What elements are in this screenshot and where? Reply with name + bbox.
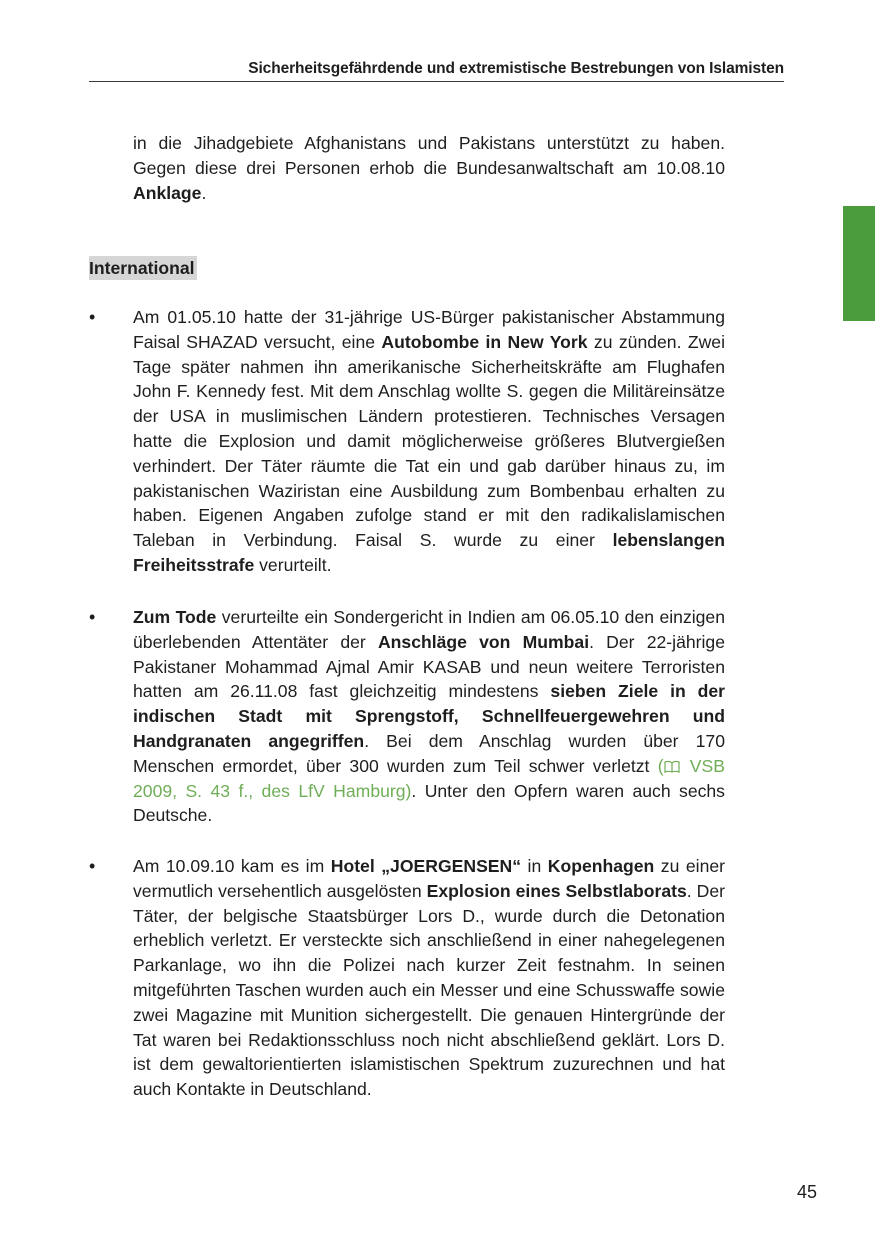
- item-text: . Unter den Opfern waren auch sechs Deutsche.: [133, 780, 725, 826]
- chapter-tab-marker: [843, 206, 875, 321]
- item-bold: Kopenhagen: [547, 856, 655, 876]
- item-text: Am 10.09.10 kam es im: [133, 856, 331, 876]
- item-bold: Explosion eines Selbstlaborats: [426, 880, 687, 901]
- list-item-shazad: [133, 305, 725, 578]
- item-bold: Anschläge von Mumbai: [377, 631, 590, 652]
- item-bold: Hotel „JOERGENSEN“: [330, 856, 522, 876]
- reference-paren: (: [657, 755, 664, 776]
- bullet-marker: •: [89, 307, 96, 327]
- open-book-icon: [664, 760, 680, 773]
- section-heading: International: [89, 258, 195, 278]
- item-bold: sieben Ziele in der indischen Stadt mit Sprengstoff, Schnellfeuergewehren und Handgranaten angegriffen: [133, 681, 725, 751]
- item-bold: Zum Tode: [133, 607, 217, 627]
- item-text: in: [521, 856, 548, 876]
- intro-paragraph: [133, 131, 725, 205]
- header-rule: [89, 81, 784, 82]
- running-header: Sicherheitsgefährdende und extremistische Bestrebungen von Islamisten: [248, 60, 784, 77]
- reference-text: VSB 2009, S. 43 f., des LfV Hamburg): [133, 755, 725, 801]
- intro-bold: Anklage: [133, 182, 202, 203]
- item-text: . Der Täter, der belgische Staatsbürger Lors D., wurde durch die Detonation erheblich verletzt. Er versteckte sich anschließend in einer nahegelegenen Parkanlage, wo ihn die Polizei nach kurzer Zeit festnahm. In seinen mitgeführten Taschen wurden auch ein Messer und eine Schusswaffe sowie zwei Magazine mit Munition sichergestellt. Die genauen Hintergründe der Tat waren bei Redaktionsschluss noch nicht abschließend geklärt. Lors D. ist dem gewaltorientierten islamistischen Spektrum zuzurechnen und hat auch Kontakte in Deutschland.: [133, 880, 725, 1100]
- item-text: verurteilt.: [254, 554, 332, 575]
- item-text: Am 01.05.10 hatte der 31-jährige US-Bürger pakistanischer Abstammung Faisal SHAZAD versucht, eine: [133, 307, 725, 352]
- list-item-kopenhagen: [133, 854, 725, 1102]
- item-text: . Bei dem Anschlag wurden über 170 Menschen ermordet, über 300 wurden zum Teil schwer verletzt: [133, 730, 725, 776]
- bullet-marker: •: [89, 856, 96, 876]
- item-bold: Autobombe in New York: [381, 331, 588, 352]
- item-bold: lebenslangen Freiheitsstrafe: [133, 530, 725, 575]
- item-text: . Der 22-jährige Pakistaner Mohammad Ajmal Amir KASAB und neun weitere Terroristen hatten am 26.11.08 fast gleichzeitig mindestens: [133, 631, 725, 702]
- intro-text: in die Jihadgebiete Afghanistans und Pakistans unterstützt zu haben. Gegen diese drei Personen erhob die Bundesanwaltschaft am 10.08.10: [133, 133, 725, 178]
- bullet-marker: •: [89, 607, 96, 627]
- item-text: zu einer vermutlich versehentlich ausgelösten: [133, 856, 725, 901]
- list-item-mumbai: [133, 605, 725, 828]
- item-text: verurteilte ein Sondergericht in Indien am 06.05.10 den einzigen überlebenden Attentäter der: [133, 607, 725, 652]
- intro-end: .: [201, 182, 207, 203]
- item-text: zu zünden. Zwei Tage später nahmen ihn amerikanische Sicherheitskräfte am Flughafen John F. Kennedy fest. Mit dem Anschlag wollte S. gegen die Militäreinsätze der USA in muslimischen Ländern protestieren. Technisches Versagen hatte die Explosion und damit möglicherweise größeres Blutvergießen verhindert. Der Täter räumte die Tat ein und gab darüber hinaus zu, im pakistanischen Waziristan eine Ausbildung zum Bombenbau erhalten zu haben. Eigenen Angaben zufolge stand er mit den radikalislamischen Taleban in Verbindung. Faisal S. wurde zu einer: [133, 331, 725, 551]
- page-number: 45: [797, 1182, 818, 1202]
